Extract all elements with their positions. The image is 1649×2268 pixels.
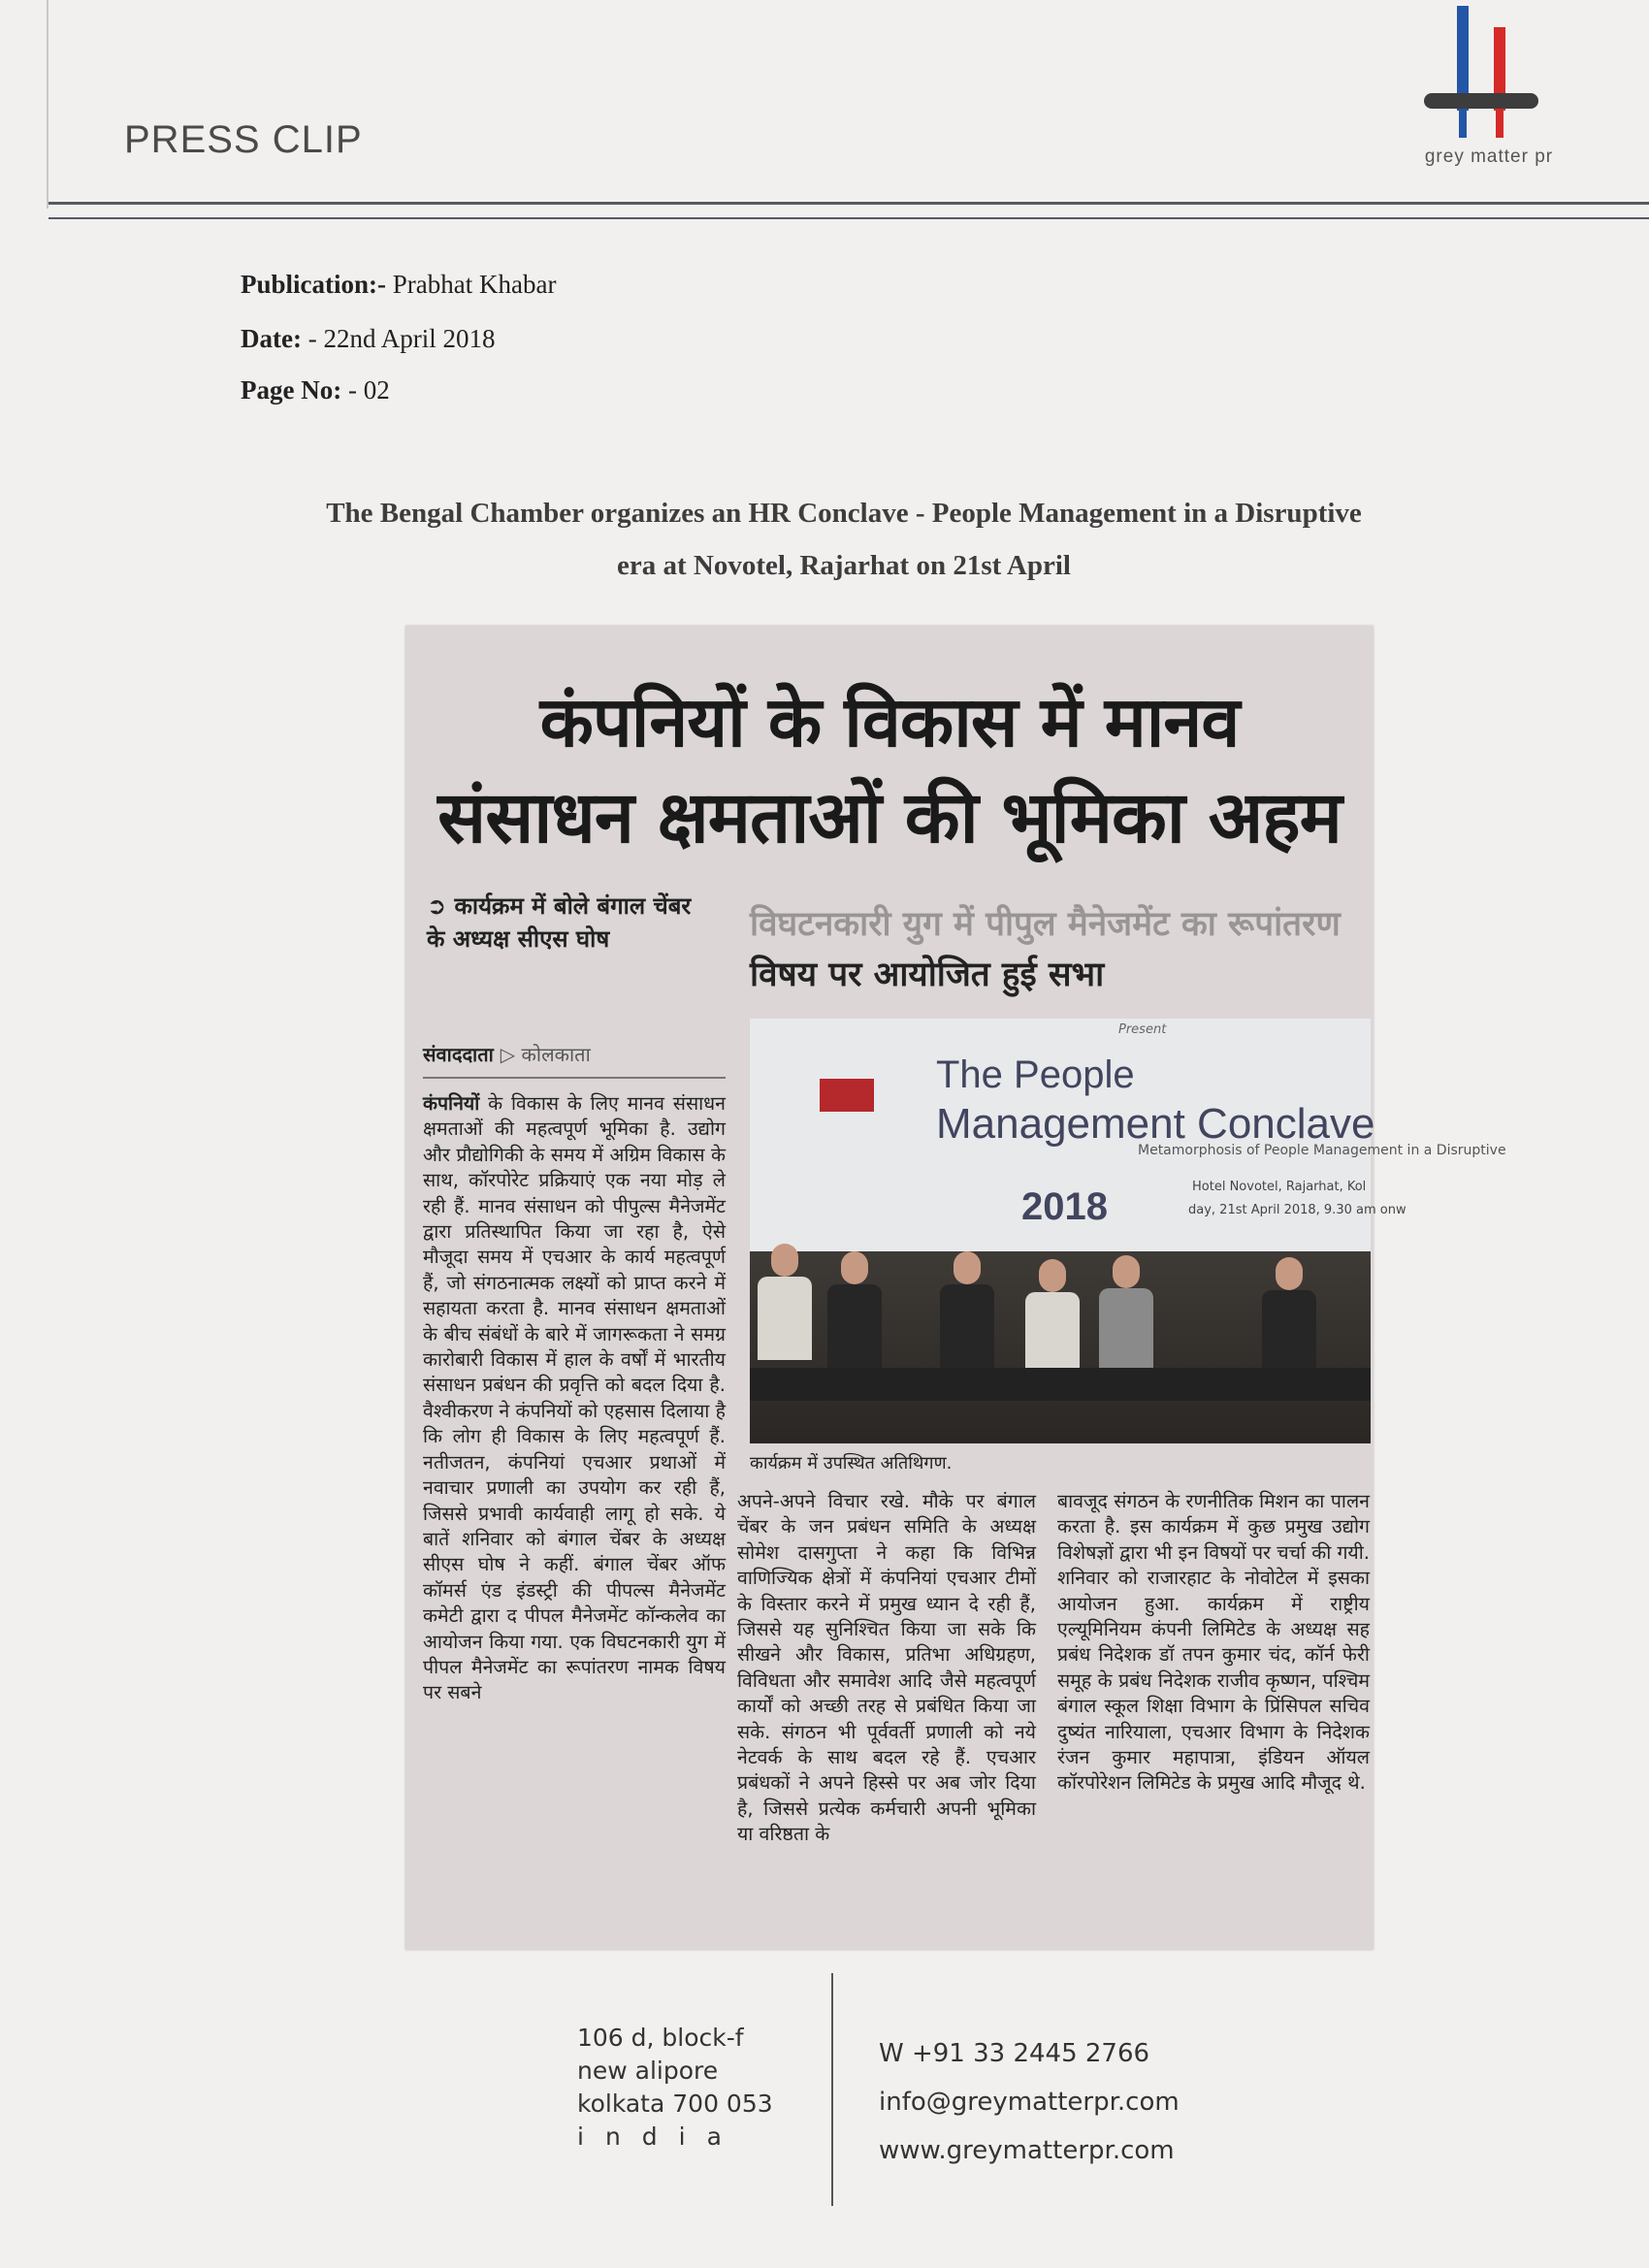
- byline-arrow-icon: ▷: [500, 1043, 522, 1066]
- banner-title1: The People: [936, 1053, 1135, 1096]
- footer-divider: [831, 1973, 833, 2206]
- address-line1: 106 d, block-f: [577, 2024, 744, 2052]
- address-line3: kolkata 700 053: [577, 2090, 773, 2118]
- panelist: [1099, 1255, 1153, 1372]
- banner-venue: Hotel Novotel, Rajarhat, Kol: [1192, 1180, 1367, 1194]
- publication-line: [241, 270, 556, 300]
- article-column-2: अपने-अपने विचार रखे. मौके पर बंगाल चेंबर के जन प्रबंधन समिति के अध्यक्ष सोमेश दासगुप्ता ने कहा कि विभिन्न वाणिज्यिक क्षेत्रों में कंपनियां एचआर टीमों के विस्तार करने में प्रमुख ध्यान दे रही हैं, जिससे यह सुनिश्चित किया जा सके कि सीखने और विकास, प्रतिभा अधिग्रहण, विविधता और समावेश आदि जैसे महत्वपूर्ण कार्यों को अच्छी तरह से प्रबंधित किया जा सके. संगठन भी पूर्ववर्ती प्रणाली को नये नेटवर्क के साथ बदल रहे हैं. एचआर प्रबंधकों ने अपने हिस्से पर अब जोर दिया है, जिससे प्रत्येक कर्मचारी अपनी भूमिका या वरिष्ठता के: [737, 1490, 1036, 1846]
- kicker-bullet-icon: ➲: [427, 892, 455, 920]
- article-column-3: बावजूद संगठन के रणनीतिक मिशन का पालन करता है. इस कार्यक्रम में कुछ प्रमुख उद्योग विशेषज्ञों द्वारा भी इन विषयों पर चर्चा की गयी. शनिवार को राजारहाट के नोवोटेल में इसका आयोजन हुआ. कार्यक्रम में राष्ट्रीय एल्यूमिनियम कंपनी लिमिटेड के अध्यक्ष सह प्रबंध निदेशक डॉ तपन कुमार चंद, कॉर्न फेरी समूह के प्रबंध निदेशक राजीव कृष्णन, पश्चिम बंगाल स्कूल शिक्षा विभाग के प्रिंसिपल सचिव दुष्यंत नारियाला, एचआर विभाग के निदेशक रंजन कुमार महापात्रा, इंडियन ऑयल कॉरपोरेशन लिमिटेड के प्रमुख आदि मौजूद थे.: [1057, 1490, 1370, 1795]
- page-value: - 02: [347, 375, 390, 405]
- clip-subhead: [750, 899, 1361, 1000]
- press-clip-label: PRESS CLIP: [124, 118, 363, 161]
- page-edge: [47, 0, 48, 209]
- panelist: [827, 1251, 882, 1368]
- banner-present: Present: [1118, 1022, 1167, 1037]
- story-headline-line2: era at Novotel, Rajarhat on 21st April: [617, 550, 1071, 581]
- header-rule-bottom: [48, 217, 1649, 219]
- date-value: - 22nd April 2018: [307, 324, 496, 353]
- panelist: [758, 1244, 812, 1360]
- newspaper-clipping: [405, 626, 1506, 1950]
- subhead-faded: विघटनकारी युग में पीपुल मैनेजमेंट का रूपांतरण: [750, 905, 1341, 944]
- grey-matter-logo: [1397, 6, 1581, 176]
- article-column-1: [423, 1091, 726, 1706]
- logo-red-stem: [1496, 109, 1504, 138]
- publication-value: Prabhat Khabar: [392, 270, 557, 299]
- footer-phone: W +91 33 2445 2766: [879, 2039, 1150, 2068]
- panelist: [940, 1251, 994, 1368]
- sponsor-logo: [820, 1079, 874, 1112]
- publication-label: Publication:-: [241, 270, 387, 299]
- header-rule-top: [48, 202, 1649, 205]
- logo-crossbar: [1424, 93, 1538, 109]
- column-1-lead: कंपनियों: [423, 1092, 480, 1115]
- address-line4: india: [577, 2122, 743, 2151]
- story-headline-line1: The Bengal Chamber organizes an HR Conclave - People Management in a Disruptive: [326, 498, 1362, 529]
- panel-table: [750, 1368, 1371, 1401]
- kicker-text: कार्यक्रम में बोले बंगाल चेंबर के अध्यक्ष सीएस घोष: [427, 892, 692, 953]
- panelist: [1262, 1257, 1316, 1374]
- footer-address: [577, 2022, 773, 2154]
- clip-title-line1: कंपनियों के विकास में मानव: [539, 681, 1240, 762]
- address-line2: new alipore: [577, 2057, 719, 2085]
- page-number-line: [241, 375, 390, 405]
- date-label: Date:: [241, 324, 302, 353]
- clip-byline: [423, 1041, 726, 1079]
- date-line: [241, 324, 495, 354]
- banner-title2: Management Conclave: [936, 1100, 1375, 1148]
- byline-place: कोलकाता: [521, 1043, 591, 1066]
- page-label: Page No:: [241, 375, 342, 405]
- footer-website[interactable]: www.greymatterpr.com: [879, 2136, 1175, 2165]
- footer-email[interactable]: info@greymatterpr.com: [879, 2088, 1180, 2117]
- event-photo: [750, 1019, 1506, 1443]
- clip-title-line2: संसाधन क्षमताओं की भूमिका अहम: [437, 776, 1342, 859]
- logo-blue-stem: [1459, 109, 1467, 138]
- panelist: [1025, 1259, 1080, 1376]
- banner-sub: Metamorphosis of People Management in a Disruptive: [1138, 1143, 1506, 1158]
- photo-banner: [750, 1019, 1506, 1251]
- byline-author: संवाददाता: [423, 1043, 494, 1066]
- clip-kicker: [427, 890, 708, 956]
- banner-year: 2018: [1021, 1185, 1108, 1228]
- banner-date: day, 21st April 2018, 9.30 am onw: [1188, 1203, 1406, 1217]
- photo-caption: कार्यक्रम में उपस्थित अतिथिगण.: [750, 1453, 953, 1474]
- footer-contact: [879, 2029, 1180, 2175]
- logo-text: grey matter pr: [1424, 146, 1554, 167]
- column-1-text: के विकास के लिए मानव संसाधन क्षमताओं की महत्वपूर्ण भूमिका है. उद्योग और प्रौद्योगिकी के समय में अग्रिम विकास के साथ, कॉरपोरेट प्रक्रियाएं एक नया मोड़ ले रही हैं. मानव संसाधन को पीपुल्स मैनेजमेंट द्वारा प्रतिस्थापित किया जा रहा है, ऐसे मौजूदा समय में एचआर के कार्य महत्वपूर्ण हैं, जो संगठनात्मक लक्ष्यों को प्राप्त करने में सहायता करता है. मानव संसाधन क्षमताओं के बीच संबंधों के बारे में जागरूकता ने समग्र कारोबारी विकास में हाल के वर्षों में भारतीय संसाधन प्रबंधन की प्रवृत्ति को बदल दिया है. वैश्वीकरण ने कंपनियों को एहसास दिलाया है कि लोग ही विकास के लिए महत्वपूर्ण हैं. नतीजतन, कंपनियां एचआर प्रथाओं में नवाचार प्रणाली का उपयोग कर रही हैं, जिससे प्रभावी कार्यवाही लागू हो सके. ये बातें शनिवार को बंगाल चेंबर के अध्यक्ष सीएस घोष ने कहीं. बंगाल चेंबर ऑफ कॉमर्स एंड इंडस्ट्री की पीपल्स मैनेजमेंट कमेटी द्वारा द पीपल मैनेजमेंट कॉन्कलेव का आयोजन किया गया. एक विघटनकारी युग में पीपल मैनेजमेंट का रूपांतरण नामक विषय पर सबने: [423, 1092, 726, 1704]
- subhead-bold: विषय पर आयोजित हुई सभा: [750, 956, 1105, 994]
